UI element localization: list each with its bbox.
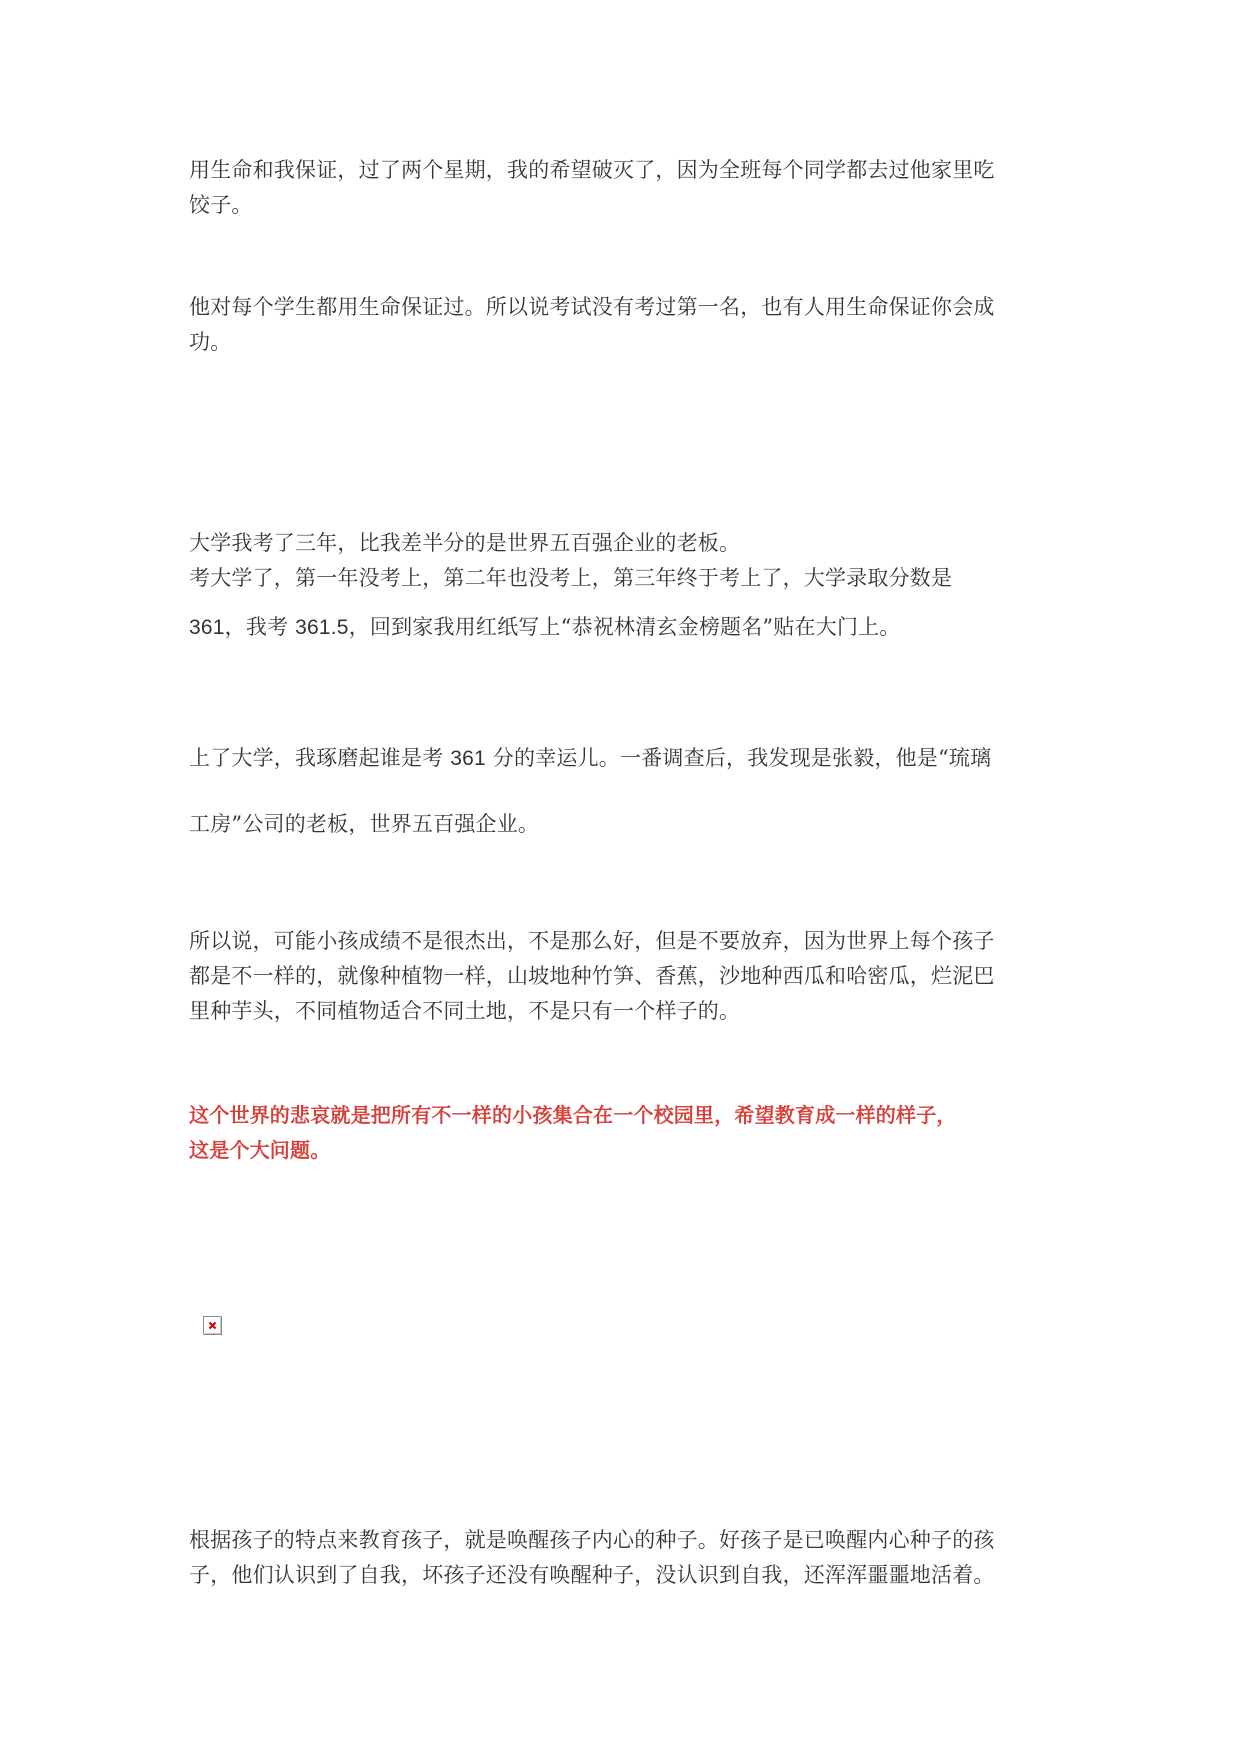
text-span: ，回到家我用红纸写上“恭祝林清玄金榜题名”贴在大门上。 [348,615,901,639]
text-span: 分的幸运儿。一番调查后，我发现是张毅，他是“琉璃 [485,746,992,770]
paragraph-line: 考大学了，第一年没考上，第二年也没考上，第三年终于考上了，大学录取分数是 [189,566,953,590]
paragraph-line: 功。 [189,330,232,354]
close-x-icon [207,1320,218,1331]
paragraph-line: 大学我考了三年，比我差半分的是世界五百强企业的老板。 [189,531,741,555]
paragraph-line: 用生命和我保证，过了两个星期，我的希望破灭了，因为全班每个同学都去过他家里吃 [189,158,995,182]
paragraph-line: 根据孩子的特点来教育孩子，就是唤醒孩子内心的种子。好孩子是已唤醒内心种子的孩 [189,1528,995,1552]
paragraph-line: 子，他们认识到了自我，坏孩子还没有唤醒种子，没认识到自我，还浑浑噩噩地活着。 [189,1563,995,1587]
text-span: ，我考 [224,615,296,639]
paragraph-line [189,614,901,641]
highlight-line: 这个世界的悲哀就是把所有不一样的小孩集合在一个校园里，希望教育成一样的样子， [189,1103,957,1127]
paragraph-line: 饺子。 [189,193,253,217]
score-number: 361.5 [295,616,349,639]
paragraph-line: 都是不一样的，就像种植物一样，山坡地种竹笋、香蕉，沙地种西瓜和哈密瓜，烂泥巴 [189,964,995,988]
score-number: 361 [450,747,486,770]
broken-image-icon [203,1316,222,1335]
text-span: 上了大学，我琢磨起谁是考 [189,746,451,770]
paragraph-line: 工房”公司的老板，世界五百强企业。 [189,812,540,836]
paragraph-line: 所以说，可能小孩成绩不是很杰出，不是那么好，但是不要放弃，因为世界上每个孩子 [189,929,995,953]
score-number: 361 [189,616,225,639]
paragraph-line: 里种芋头，不同植物适合不同土地，不是只有一个样子的。 [189,999,741,1023]
paragraph-line [189,745,991,772]
paragraph-line: 他对每个学生都用生命保证过。所以说考试没有考过第一名，也有人用生命保证你会成 [189,295,995,319]
highlight-line: 这是个大问题。 [189,1138,331,1162]
